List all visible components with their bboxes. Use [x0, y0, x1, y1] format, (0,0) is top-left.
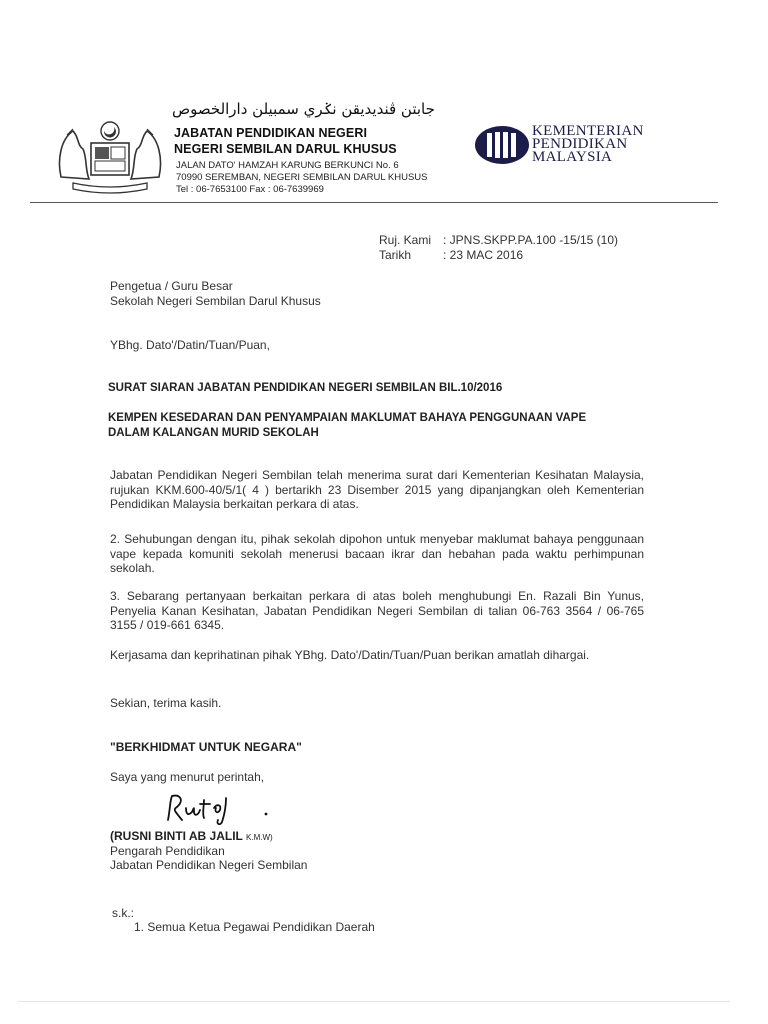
subject-circular: SURAT SIARAN JABATAN PENDIDIKAN NEGERI SEMBILAN BIL.10/2016: [108, 382, 503, 394]
signatory-honorific: K.M.W): [246, 833, 273, 842]
handwritten-signature: [160, 790, 270, 832]
closing-line: Sekian, terima kasih.: [110, 696, 222, 710]
cc-label: s.k.:: [112, 906, 135, 920]
recipient-line1: Pengetua / Guru Besar: [110, 279, 233, 293]
signatory-department: Jabatan Pendidikan Negeri Sembilan: [110, 858, 308, 872]
ministry-name-line3: MALAYSIA: [532, 149, 613, 165]
by-order-line: Saya yang menurut perintah,: [110, 770, 265, 784]
salutation: YBhg. Dato'/Datin/Tuan/Puan,: [110, 338, 270, 352]
reference-label: Ruj. Kami: [379, 233, 432, 247]
page-bottom-edge: [18, 1001, 730, 1002]
ministry-name-line2: PENDIDIKAN: [532, 136, 628, 152]
recipient-line2: Sekolah Negeri Sembilan Darul Khusus: [110, 294, 321, 308]
contact-line: Tel : 06-7653100 Fax : 06-7639969: [176, 184, 324, 195]
paragraph-2: 2. Sehubungan dengan itu, pihak sekolah dipohon untuk menyebar maklumat bahaya penggunaan vape kepada komuniti sekolah menerusi bacaan ikrar dan hebahan pada waktu perhimpunan sekolah.: [110, 532, 644, 575]
paragraph-3: 3. Sebarang pertanyaan berkaitan perkara di atas boleh menghubungi En. Razali Bin Yunus, Penyelia Kanan Kesihatan, Jabatan Pendidikan Negeri Sembilan di talian 06-763 3564 / 06-765 3155 / 019-661 6345.: [110, 589, 644, 632]
reference-value: : JPNS.SKPP.PA.100 -15/15 (10): [443, 233, 618, 247]
department-name-jawi: جابتن ڤنديديقن نݢري سمبيلن دارالخصوص: [172, 100, 435, 118]
department-name-line2: NEGERI SEMBILAN DARUL KHUSUS: [174, 142, 397, 156]
state-crest-logo: [55, 117, 165, 195]
ministry-logo: [474, 124, 530, 166]
subject-title-line2: DALAM KALANGAN MURID SEKOLAH: [108, 427, 319, 439]
address-line1: JALAN DATO' HAMZAH KARUNG BERKUNCI No. 6: [176, 160, 399, 171]
paragraph-1: Jabatan Pendidikan Negeri Sembilan telah menerima surat dari Kementerian Kesihatan Malaysia, rujukan KKM.600-40/5/1( 4 ) bertarikh 23 Disember 2015 yang dipanjangkan oleh Kementerian Pendidikan Malaysia berkaitan perkara di atas.: [110, 468, 644, 511]
signatory-title: Pengarah Pendidikan: [110, 844, 225, 858]
motto: "BERKHIDMAT UNTUK NEGARA": [110, 740, 302, 754]
date-label: Tarikh: [379, 248, 412, 262]
subject-title-line1: KEMPEN KESEDARAN DAN PENYAMPAIAN MAKLUMAT BAHAYA PENGGUNAAN VAPE: [108, 412, 587, 424]
paragraph-4: Kerjasama dan keprihatinan pihak YBhg. Dato'/Datin/Tuan/Puan berikan amatlah dihargai.: [110, 648, 590, 662]
cc-item-1: 1. Semua Ketua Pegawai Pendidikan Daerah: [134, 920, 375, 934]
header-divider: [30, 202, 718, 203]
date-value: : 23 MAC 2016: [443, 248, 524, 262]
address-line2: 70990 SEREMBAN, NEGERI SEMBILAN DARUL KHUSUS: [176, 172, 428, 183]
signatory-name-text: (RUSNI BINTI AB JALIL: [110, 829, 243, 843]
department-name-line1: JABATAN PENDIDIKAN NEGERI: [174, 126, 368, 140]
ministry-name-line1: KEMENTERIAN: [532, 123, 644, 139]
